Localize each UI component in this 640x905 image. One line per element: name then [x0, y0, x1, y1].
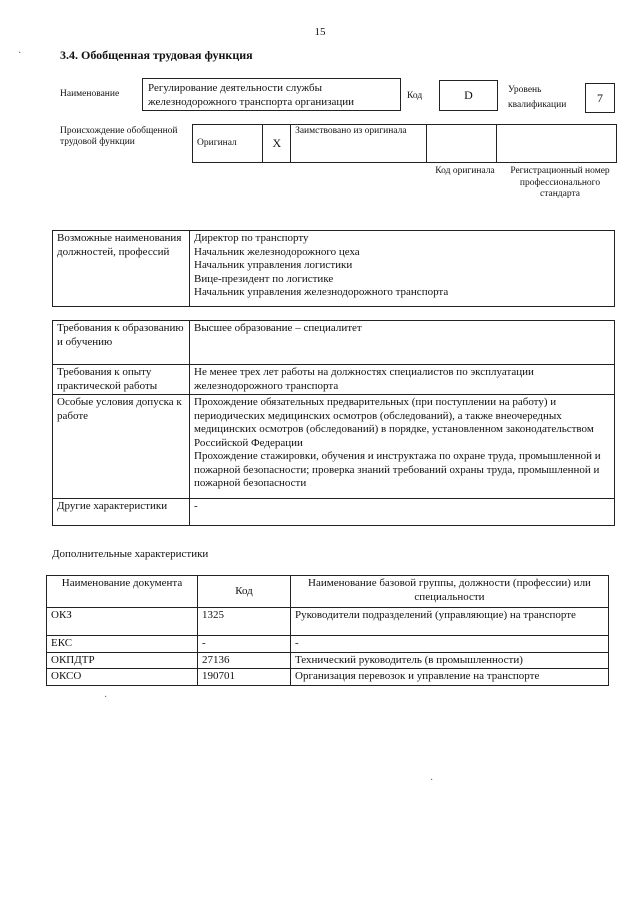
reg-number-caption: Регистрационный номер профессионального стандарта	[510, 166, 610, 199]
requirement-value: Прохождение обязательных предварительных (при поступлении на работу) и периодических медицинских осмотров (обследований), а также внеочередных медицинских осмотров (обследований) в порядке, установленном законодательством Российской Федерации Прохождение стажировки, обучения и инструктажа по охране труда, промышленной и пожарной безопасности; проверка знаний требований охраны труда, промышленной и пожарной безопасности	[190, 395, 615, 499]
header-code: Код	[198, 576, 291, 608]
header-doc: Наименование документа	[47, 576, 198, 608]
requirement-label: Требования к опыту практической работы	[53, 365, 190, 395]
additional-row	[47, 608, 609, 636]
scan-mark: ·	[104, 692, 108, 703]
requirements-table	[52, 320, 615, 526]
requirement-row	[53, 499, 615, 526]
level-value: 7	[597, 91, 603, 105]
level-label-line2: квалификации	[508, 100, 567, 110]
name-cell: Организация перевозок и управление на транспорте	[291, 669, 609, 686]
additional-title: Дополнительные характеристики	[52, 548, 209, 560]
code-cell: -	[198, 636, 291, 653]
function-name-box	[142, 78, 401, 111]
code-cell: 190701	[198, 669, 291, 686]
additional-row	[47, 636, 609, 653]
doc-cell: ЕКС	[47, 636, 198, 653]
requirement-value: Высшее образование – специалитет	[190, 321, 615, 365]
code-original-cell	[426, 125, 496, 163]
borrowed-label: Заимствовано из оригинала	[291, 125, 427, 163]
additional-table	[46, 575, 609, 686]
position-item: Вице-президент по логистике	[194, 272, 334, 285]
position-item: Начальник управления логистики	[194, 259, 353, 271]
section-title: 3.4. Обобщенная трудовая функция	[60, 48, 253, 62]
doc-cell: ОКЗ	[47, 608, 198, 636]
name-cell: Руководители подразделений (управляющие) на транспорте	[291, 608, 609, 636]
doc-cell: ОКСО	[47, 669, 198, 686]
position-item: Начальник железнодорожного цеха	[194, 245, 360, 258]
code-cell: 1325	[198, 608, 291, 636]
original-mark: X	[263, 125, 291, 163]
level-label-line1: Уровень	[508, 85, 542, 95]
position-item: Директор по транспорту	[194, 232, 309, 244]
name-label: Наименование	[60, 89, 120, 99]
requirement-label: Особые условия допуска к работе	[53, 395, 190, 499]
positions-list	[190, 231, 615, 307]
code-original-caption: Код оригинала	[435, 166, 495, 176]
header-name: Наименование базовой группы, должности (профессии) или специальности	[291, 576, 609, 608]
additional-row	[47, 669, 609, 686]
original-label: Оригинал	[193, 125, 263, 163]
requirement-label: Требования к образованию и обучению	[53, 321, 190, 365]
requirement-value: Не менее трех лет работы на должностях специалистов по эксплуатации железнодорожного транспорта	[190, 365, 615, 395]
scan-mark: ·	[430, 775, 434, 786]
requirement-row	[53, 395, 615, 499]
positions-table	[52, 230, 615, 307]
code-value: D	[464, 88, 473, 102]
code-label: Код	[407, 91, 423, 101]
requirement-value: -	[190, 499, 615, 526]
name-cell: Технический руководитель (в промышленности)	[291, 652, 609, 669]
requirement-row	[53, 365, 615, 395]
function-name-value: Регулирование деятельности службы железнодорожного транспорта организации	[148, 82, 355, 108]
code-cell: 27136	[198, 652, 291, 669]
requirement-row	[53, 321, 615, 365]
reg-number-cell	[497, 125, 617, 163]
level-label	[508, 85, 566, 111]
origin-label: Происхождение обобщенной трудовой функции	[60, 126, 178, 147]
additional-row	[47, 652, 609, 669]
requirement-label: Другие характеристики	[53, 499, 190, 526]
level-box	[585, 83, 615, 113]
doc-cell: ОКПДТР	[47, 652, 198, 669]
name-cell: -	[291, 636, 609, 653]
positions-label: Возможные наименования должностей, профессий	[53, 231, 190, 307]
position-item: Начальник управления железнодорожного транспорта	[194, 286, 449, 298]
page-number: 15	[314, 26, 326, 38]
additional-header-row	[47, 576, 609, 608]
scan-mark: ·	[18, 48, 22, 59]
origin-table	[192, 124, 617, 163]
code-box	[439, 80, 498, 111]
